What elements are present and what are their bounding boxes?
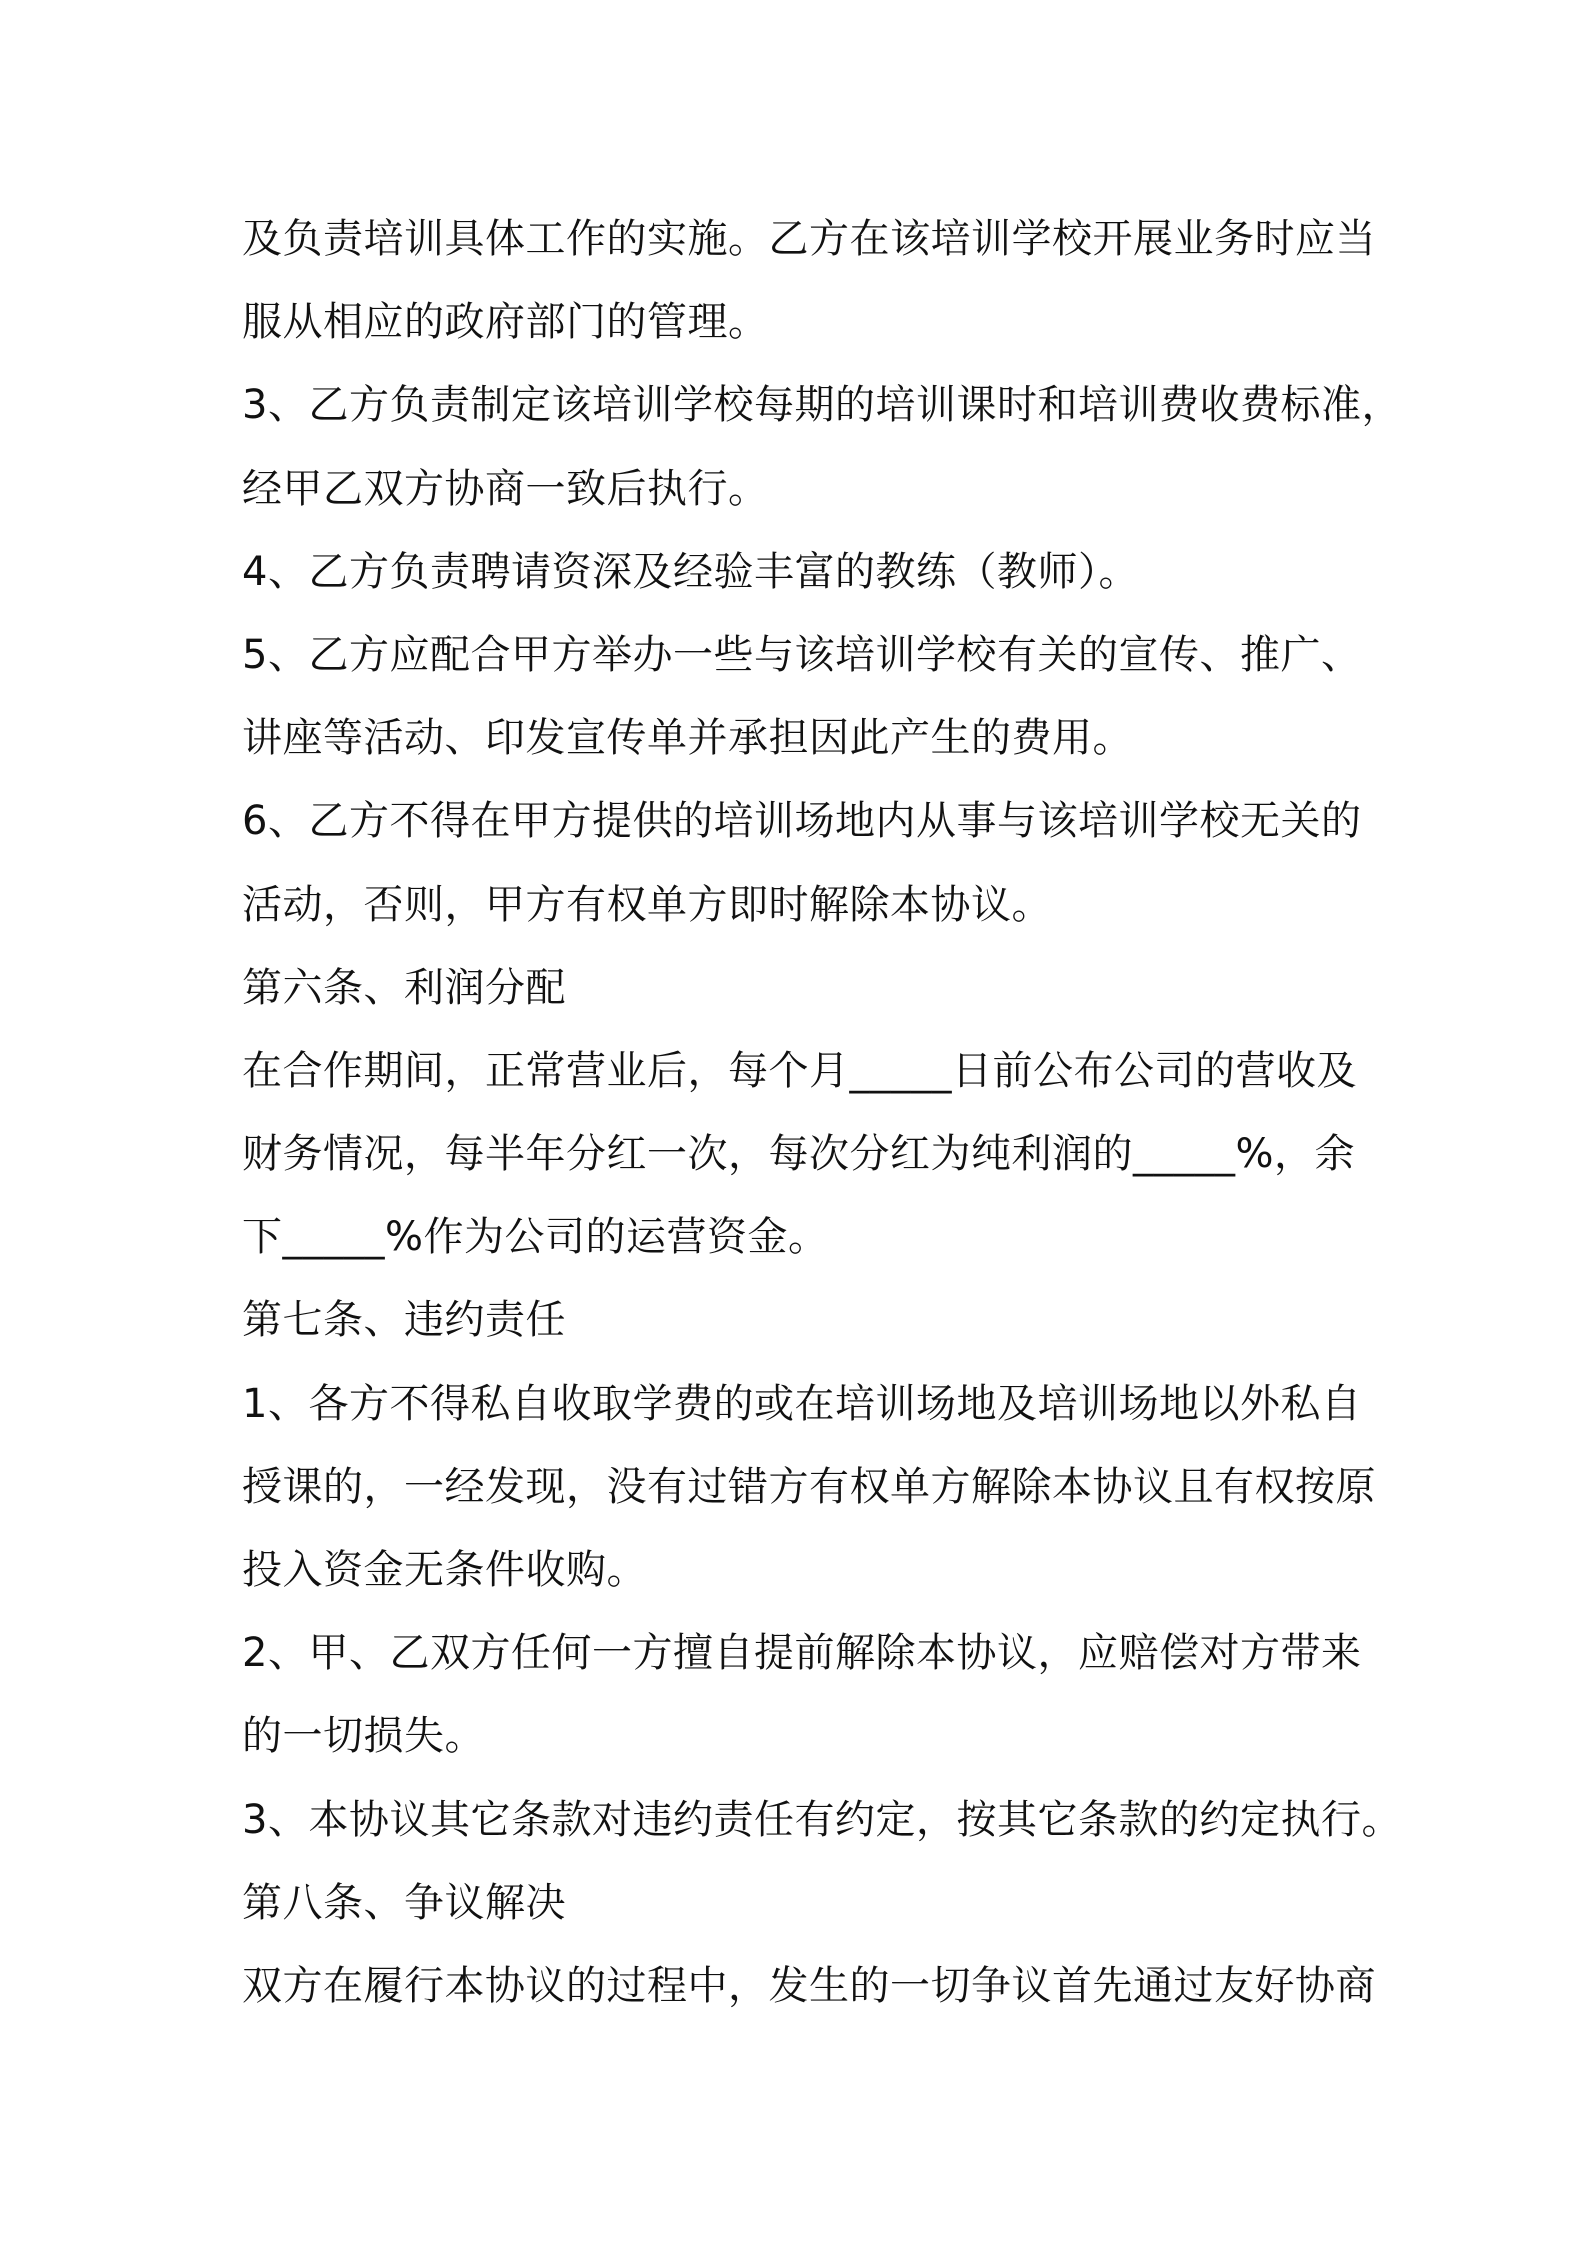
text-line: 的一切损失。 xyxy=(242,1713,485,1760)
section-heading-8: 第八条、争议解决 xyxy=(242,1879,566,1926)
clause-item-2: 2、甲、乙双方任何一方擅自提前解除本协议，应赔偿对方带来 xyxy=(242,1630,1362,1677)
text-line: 授课的，一经发现，没有过错方有权单方解除本协议且有权按原 xyxy=(242,1463,1376,1510)
text-line: 经甲乙双方协商一致后执行。 xyxy=(242,465,769,512)
text-line: 投入资金无条件收购。 xyxy=(242,1547,647,1593)
clause-item-5: 5、乙方应配合甲方举办一些与该培训学校有关的宣传、推广、 xyxy=(242,631,1362,678)
text-line: 双方在履行本协议的过程中，发生的一切争议首先通过友好协商 xyxy=(242,1962,1376,2009)
section-heading-6: 第六条、利润分配 xyxy=(242,964,566,1011)
text-line: 及负责培训具体工作的实施。乙方在该培训学校开展业务时应当 xyxy=(242,216,1376,262)
text-line: 财务情况，每半年分红一次，每次分红为纯利润的_____%，余 xyxy=(242,1131,1356,1178)
text-line: 在合作期间，正常营业后，每个月_____日前公布公司的营收及 xyxy=(242,1047,1357,1094)
document-body xyxy=(242,198,1402,2028)
clause-item-3: 3、本协议其它条款对违约责任有约定，按其它条款的约定执行。 xyxy=(242,1796,1402,1843)
clause-item-6: 6、乙方不得在甲方提供的培训场地内从事与该培训学校无关的 xyxy=(242,798,1362,845)
text-line: 下_____%作为公司的运营资金。 xyxy=(242,1214,829,1261)
text-line: 活动，否则，甲方有权单方即时解除本协议。 xyxy=(242,881,1052,928)
clause-item-1: 1、各方不得私自收取学费的或在培训场地及培训场地以外私自 xyxy=(242,1380,1362,1427)
clause-item-4: 4、乙方负责聘请资深及经验丰富的教练（教师）。 xyxy=(242,548,1139,595)
text-line: 讲座等活动、印发宣传单并承担因此产生的费用。 xyxy=(242,715,1133,762)
section-heading-7: 第七条、违约责任 xyxy=(242,1297,566,1344)
text-line: 服从相应的政府部门的管理。 xyxy=(242,299,769,346)
clause-item-3: 3、乙方负责制定该培训学校每期的培训课时和培训费收费标准， xyxy=(242,382,1402,429)
